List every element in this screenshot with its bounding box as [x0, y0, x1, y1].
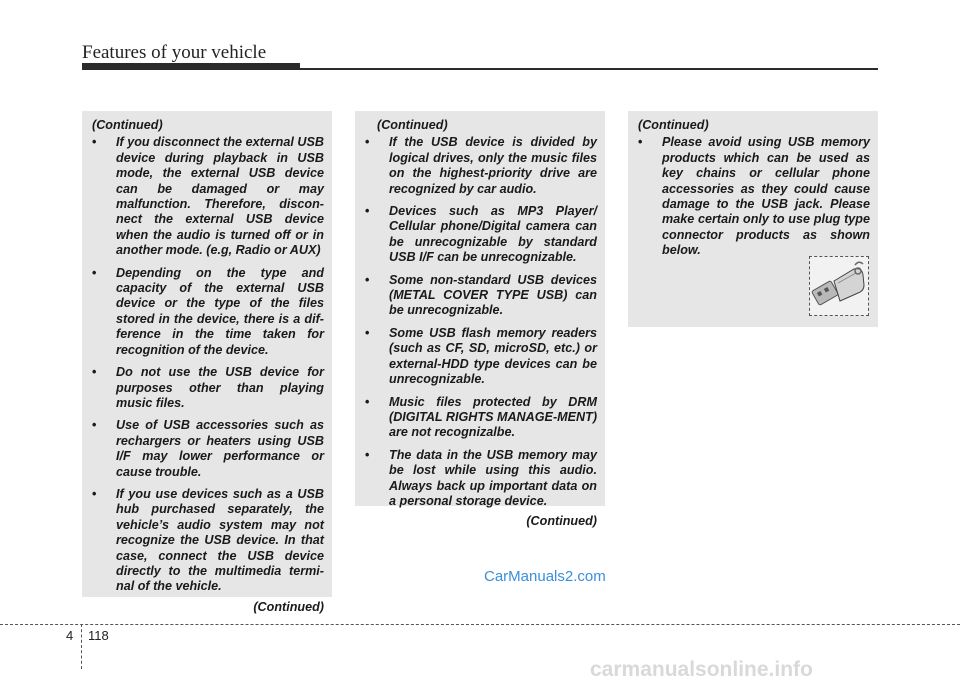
list-item: • Please avoid using USB memory products which can be used as key chains or cellular phone accessories as they could cause damage to the USB jack. Please make certain only to use plug type connector products as shown below.	[638, 135, 870, 258]
list-item: • Music files protected by DRM (DIGITAL RIGHTS MANAGE-MENT) are not recognizalbe.	[365, 395, 597, 441]
list-item: • Use of USB accessories such as rechargers or heaters using USB I/F may lower performance or cause trouble.	[92, 418, 324, 480]
list-item: • If you use devices such as a USB hub purchased separately, the vehicle’s audio system may not recognize the USB device. In that case, connect the USB device directly to the multimedia termi-nal of the vehicle.	[92, 487, 324, 595]
list-item: • Do not use the USB device for purposes other than playing music files.	[92, 365, 324, 411]
page-number: 118	[88, 628, 109, 643]
usb-image-frame	[809, 256, 869, 316]
caution-panel-2	[355, 111, 605, 529]
list-item: • Devices such as MP3 Player/ Cellular phone/Digital camera can be unrecognizable by standard USB I/F can be unrecognizable.	[365, 204, 597, 266]
continued-heading: (Continued)	[92, 118, 163, 132]
footer-dashed-rule	[0, 624, 960, 625]
continued-heading: (Continued)	[638, 118, 709, 132]
caution-panel-1	[82, 111, 332, 614]
page-header-title: Features of your vehicle	[82, 42, 267, 63]
continued-heading: (Continued)	[377, 118, 448, 132]
bullet-list	[365, 135, 597, 509]
chapter-number: 4	[66, 628, 74, 643]
site-watermark: carmanualsonline.info	[590, 658, 813, 681]
list-item: • The data in the USB memory may be lost while using this audio. Always back up important data on a personal storage device.	[365, 448, 597, 510]
bullet-list	[638, 135, 870, 258]
caution-panel-3	[628, 111, 878, 327]
source-watermark: CarManuals2.com	[484, 568, 606, 585]
usb-plug-connector-icon	[810, 257, 868, 315]
footer-dashed-divider	[81, 624, 82, 669]
list-item: • Depending on the type and capacity of the external USB device or the type of the files stored in the device, there is a dif-ference in the time taken for recognition of the device.	[92, 266, 324, 358]
list-item: • If you disconnect the external USB device during playback in USB mode, the external USB device can be damaged or may malfunction. Therefore, discon-nect the external USB device when the audio is turned off or in another mode. (e.g, Radio or AUX)	[92, 135, 324, 258]
continued-footer: (Continued)	[526, 514, 597, 529]
continued-footer: (Continued)	[253, 599, 324, 614]
bullet-list	[92, 135, 324, 594]
header-rule-thin	[82, 68, 878, 70]
list-item: • Some USB flash memory readers (such as CF, SD, microSD, etc.) or external-HDD type devices can be unrecognizable.	[365, 326, 597, 388]
list-item: • If the USB device is divided by logical drives, only the music files on the highest-priority drive are recognized by car audio.	[365, 135, 597, 197]
list-item: • Some non-standard USB devices (METAL COVER TYPE USB) can be unrecognizable.	[365, 273, 597, 319]
